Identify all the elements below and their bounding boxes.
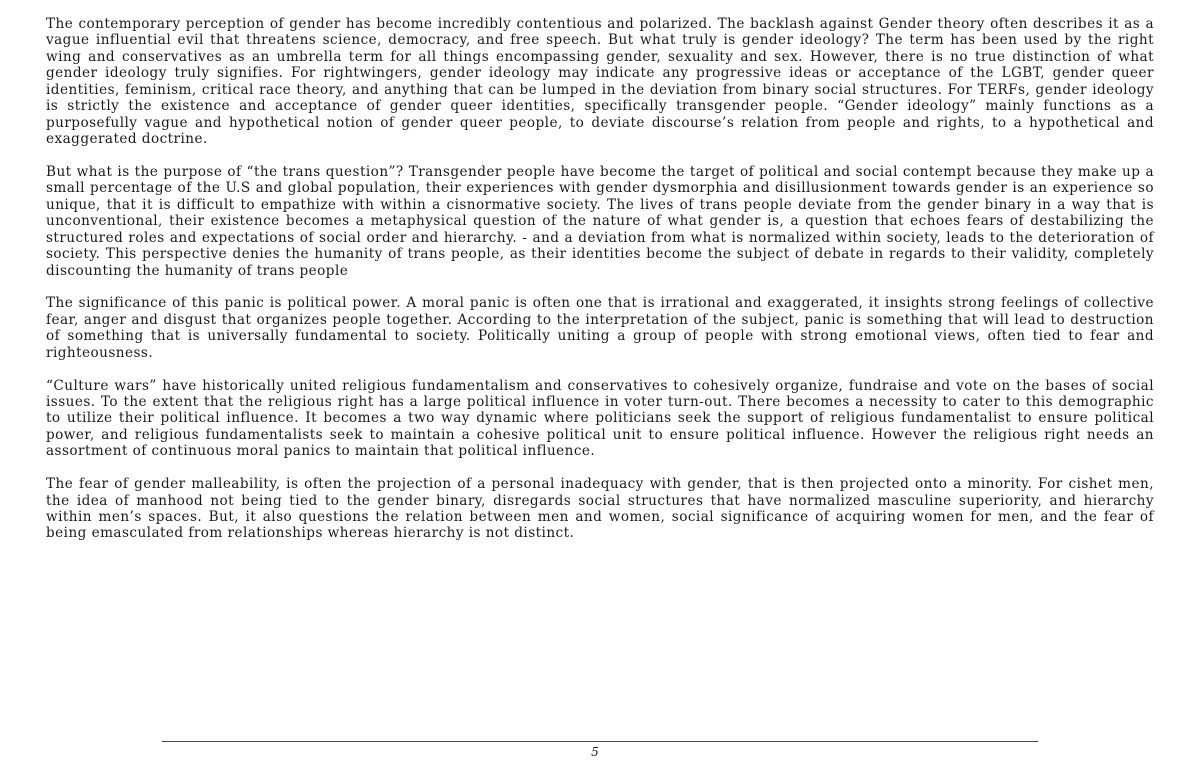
paragraph-gender-ideology: The contemporary perception of gender has become incredibly contentious and polarized. The backlash against Gender theory often describes it as a vague influential evil that threatens science, democracy, and free speech. But what truly is gender ideology? The term has been used by the right wing and conservatives as an umbrella term for all things encompassing gender, sexuality and sex. However, there is no true distinction of what gender ideology truly signifies. For rightwingers, gender ideology may indicate any progressive ideas or acceptance of the LGBT, gender queer identities, feminism, critical race theory, and anything that can be lumped in the deviation from binary social structures. For TERFs, gender ideology is strictly the existence and acceptance of gender queer identities, specifically transgender people. “Gender ideology” mainly functions as a purposefully vague and hypothetical notion of gender queer people, to deviate discourse’s relation from people and rights, to a hypothetical and exaggerated doctrine. [46,16,1154,148]
paragraph-culture-wars: “Culture wars” have historically united religious fundamentalism and conservatives to cohesively organize, fundraise and vote on the bases of social issues. To the extent that the religious right has a large political influence in voter turn-out. There becomes a necessity to cater to this demographic to utilize their political influence. It becomes a two way dynamic where politicians seek the support of religious fundamentalist to ensure political power, and religious fundamentalists seek to maintain a cohesive political unit to ensure political influence. However the religious right needs an assortment of continuous moral panics to maintain that political influence. [46,377,1154,460]
paragraph-trans-question: But what is the purpose of “the trans question”? Transgender people have become the target of political and social contempt because they make up a small percentage of the U.S and global population, their experiences with gender dysmorphia and disillusionment towards gender is an experience so unique, that it is difficult to empathize with within a cisnormative society. The lives of trans people deviate from the gender binary in a way that is unconventional, their existence becomes a metaphysical question of the nature of what gender is, a question that echoes fears of destabilizing the structured roles and expectations of social order and hierarchy. - and a deviation from what is normalized within society, leads to the deterioration of society. This perspective denies the humanity of trans people, as their identities become the subject of debate in regards to their validity, completely discounting the humanity of trans people [46,163,1154,279]
document-body [46,16,1154,542]
paragraph-moral-panic: The significance of this panic is political power. A moral panic is often one that is irrational and exaggerated, it insights strong feelings of collective fear, anger and disgust that organizes people together. According to the interpretation of the subject, panic is something that will lead to destruction of something that is universally fundamental to society. Politically uniting a group of people with strong emotional views, often tied to fear and righteousness. [46,295,1154,361]
paragraph-gender-malleability: The fear of gender malleability, is often the projection of a personal inadequacy with gender, that is then projected onto a minority. For cishet men, the idea of manhood not being tied to the gender binary, disregards social structures that have normalized masculine superiority, and hierarchy within men’s spaces. But, it also questions the relation between men and women, social significance of acquiring women for men, and the fear of being emasculated from relationships whereas hierarchy is not distinct. [46,476,1154,542]
footer-divider [162,741,1038,742]
page-number: 5 [591,745,599,759]
